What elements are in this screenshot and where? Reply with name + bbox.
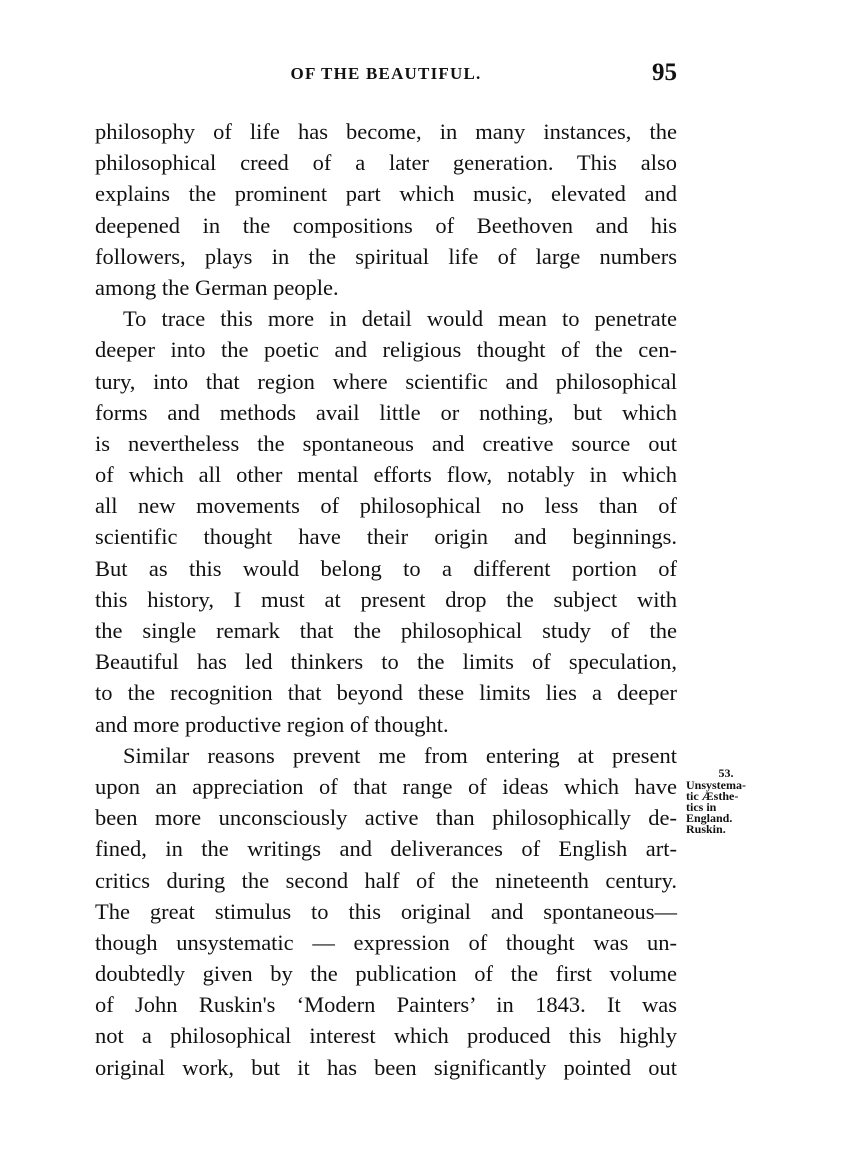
text-line: though unsystematic — expression of thought was un- <box>95 929 677 955</box>
text-line: doubtedly given by the publication of the first volume <box>95 961 677 987</box>
text-line: all new movements of philosophical no less than of <box>95 493 677 519</box>
margin-note-line: England. <box>686 811 733 825</box>
margin-note-number: 53. <box>718 766 734 780</box>
text-line: original work, but it has been significantly pointed out <box>95 1054 677 1080</box>
text-line: deeper into the poetic and religious thought of the cen- <box>95 337 677 363</box>
text-line: this history, I must at present drop the subject with <box>95 586 677 612</box>
text-line: deepened in the compositions of Beethoven and his <box>95 212 677 238</box>
text-line: and more productive region of thought. <box>95 711 449 737</box>
text-line: But as this would belong to a different portion of <box>95 555 677 581</box>
margin-note-line: Ruskin. <box>686 822 726 836</box>
text-line: among the German people. <box>95 274 339 300</box>
text-line: of which all other mental efforts flow, notably in which <box>95 462 677 488</box>
text-line: been more unconsciously active than philosophically de- <box>95 805 677 831</box>
text-line: tury, into that region where scientific and philosophical <box>95 368 677 394</box>
running-title: OF THE BEAUTIFUL. <box>290 64 482 83</box>
text-line: To trace this more in detail would mean to penetrate <box>123 306 677 332</box>
text-line: The great stimulus to this original and spontaneous— <box>95 898 677 924</box>
text-line: forms and methods avail little or nothing, but which <box>95 399 677 425</box>
margin-note-line: tics in <box>686 800 717 814</box>
text-line: explains the prominent part which music, elevated and <box>95 181 677 207</box>
text-line: Similar reasons prevent me from entering at present <box>123 742 677 768</box>
text-line: is nevertheless the spontaneous and creative source out <box>95 430 677 456</box>
running-head <box>95 59 677 90</box>
text-line: Beautiful has led thinkers to the limits of speculation, <box>95 649 677 675</box>
text-line: fined, in the writings and deliverances of English art- <box>95 836 677 862</box>
text-line: upon an appreciation of that range of ideas which have <box>95 773 677 799</box>
text-line: the single remark that the philosophical study of the <box>95 618 677 643</box>
body-text <box>95 116 677 1083</box>
text-line: followers, plays in the spiritual life of large numbers <box>95 243 677 269</box>
text-line: not a philosophical interest which produced this highly <box>95 1023 677 1049</box>
text-line: to the recognition that beyond these limits lies a deeper <box>95 680 677 706</box>
text-line: scientific thought have their origin and beginnings. <box>95 524 677 550</box>
margin-note-line: tic Æsthe- <box>686 789 739 803</box>
margin-note-line: Unsystema- <box>686 778 746 792</box>
page-number: 95 <box>652 59 677 86</box>
text-line: critics during the second half of the nineteenth century. <box>95 867 677 893</box>
text-line: philosophical creed of a later generation. This also <box>95 150 677 176</box>
margin-note <box>686 768 766 835</box>
text-line: philosophy of life has become, in many instances, the <box>95 119 677 144</box>
text-line: of John Ruskin's ‘Modern Painters’ in 1843. It was <box>95 992 677 1018</box>
